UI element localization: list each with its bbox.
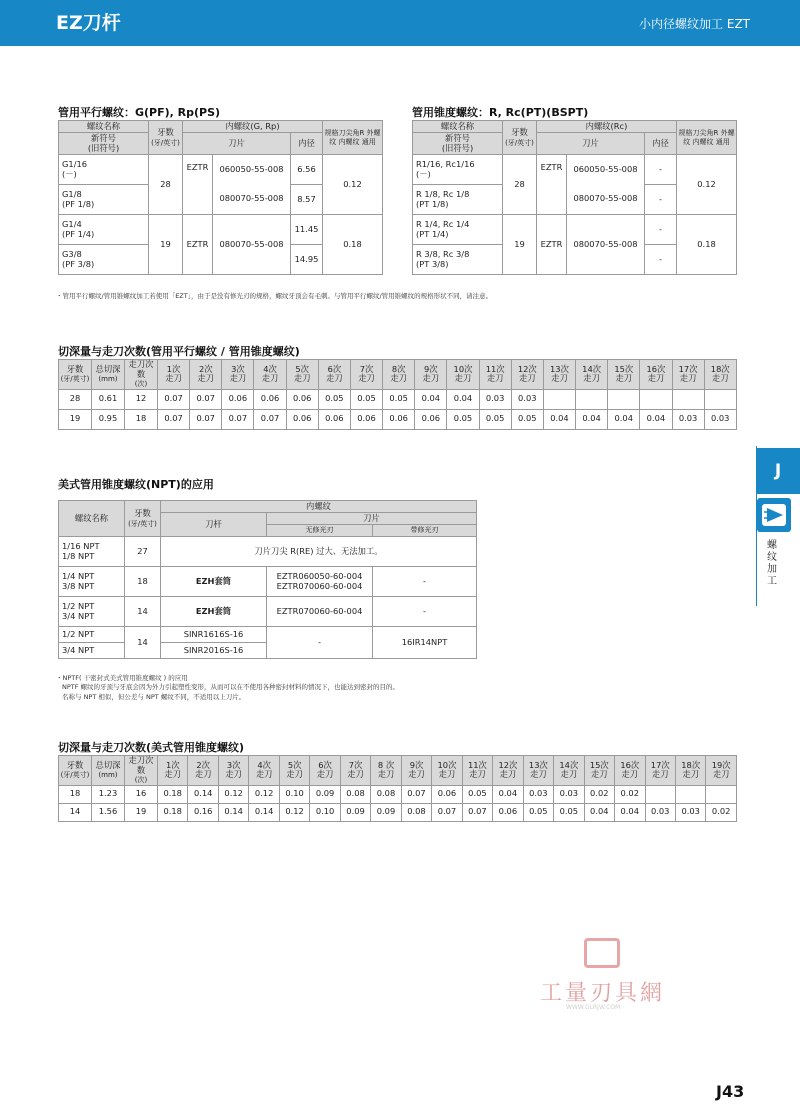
cut2-h-pass: 7次 走刀 [340,756,370,786]
cut1-cell-value [672,389,704,409]
cut2-cell-value: 0.16 [188,803,218,821]
cut1-h-pass: 14次 走刀 [576,360,608,390]
pt-insert-cell: 060050-55-008 [567,155,645,185]
pt-insert-prefix: EZTR [537,155,567,215]
side-category-label: 螺纹加工 [767,540,777,587]
cut2-h-pass: 3次 走刀 [218,756,248,786]
cut2-h-pass: 14次 走刀 [554,756,584,786]
cut2-cell-value: 0.09 [310,785,340,803]
pf-row-name: G1/4 (PF 1/4) [59,215,149,245]
cut1-h-pass: 1次 走刀 [158,360,190,390]
npt-tpi-cell: 18 [125,567,161,597]
pf-h-bore: 内径 [291,133,323,155]
cut1-h-pass: 8次 走刀 [383,360,415,390]
cut2-cell-value: 0.03 [554,785,584,803]
npt-row-name: 3/4 NPT [59,643,125,659]
cut2-h-tpi: 牙数 (牙/英寸) [59,756,92,786]
pf-row-name: G1/8 (PF 1/8) [59,185,149,215]
cut1-h-pass: 5次 走刀 [286,360,318,390]
pt-bore-cell: - [645,185,677,215]
cut1-h-pass: 12次 走刀 [511,360,543,390]
cut2-cell-value: 0.03 [645,803,675,821]
cut2-h-pass: 9次 走刀 [401,756,431,786]
pf-bore-cell: 14.95 [291,245,323,275]
npt-wiper-cell: - [373,597,477,627]
cut2-cell-value: 0.03 [523,785,553,803]
pf-insert-cell: 060050-55-008 [213,155,291,185]
npt-insert-cell: EZTR060050-60-004 EZTR070060-60-004 [267,567,373,597]
cut1-h-pass: 6次 走刀 [318,360,350,390]
cut1-cell-value: 0.04 [447,389,479,409]
cut1-h-pass: 16次 走刀 [640,360,672,390]
cut1-cell-value: 0.05 [479,409,511,429]
cut1-cell-depth: 0.61 [92,389,125,409]
cut1-cell-value [608,389,640,409]
cut2-cell-depth: 1.56 [92,803,125,821]
note-nptf-line: ・NPTF( 干密封式美式管用锥度螺纹 ) 的应用 [56,674,188,682]
cut2-cell-value: 0.18 [158,803,188,821]
pt-h-thread-name: 螺纹名称 [413,121,503,133]
npt-holder-cell: EZH套筒 [161,567,267,597]
page-subtitle: 小内径螺纹加工 EZT [639,17,750,31]
npt-wiper-cell: - [373,567,477,597]
cut1-cell-value: 0.03 [704,409,736,429]
cut1-cell-value [640,389,672,409]
npt-unavailable-cell: 刀片刀尖 R(RE) 过大、无法加工。 [161,537,477,567]
pf-insert-cell: 080070-55-008 [213,215,291,275]
npt-holder-cell: SINR2016S-16 [161,643,267,659]
cut1-h-depth: 总切深 (mm) [92,360,125,390]
cut2-h-pass: 5次 走刀 [279,756,309,786]
cut2-cell-value: 0.12 [279,803,309,821]
cut1-cell-value: 0.06 [286,389,318,409]
cut2-h-pass: 18次 走刀 [675,756,705,786]
npt-row-name: 1/4 NPT 3/8 NPT [59,567,125,597]
npt-row-name: 1/16 NPT 1/8 NPT [59,537,125,567]
cut2-cell-value: 0.05 [523,803,553,821]
cut1-h-pass: 4次 走刀 [254,360,286,390]
cut1-cell-value: 0.06 [286,409,318,429]
cut2-cell-value: 0.03 [675,803,705,821]
cut1-cell-value: 0.07 [190,409,222,429]
cut2-cell-value: 0.05 [554,803,584,821]
npt-row-name: 1/2 NPT 3/4 NPT [59,597,125,627]
cut2-h-pass: 11次 走刀 [462,756,492,786]
cut1-h-pass: 2次 走刀 [190,360,222,390]
pf-radius-cell: 0.12 [323,155,383,215]
pf-bore-cell: 11.45 [291,215,323,245]
cut2-cell-value [675,785,705,803]
pt-radius-cell: 0.12 [677,155,737,215]
pf-h-radius: 规格刀尖角R 外螺纹 内螺纹 通用 [323,121,383,155]
cut1-cell-value: 0.03 [479,389,511,409]
pt-tpi-cell: 19 [503,215,537,275]
table-row [59,389,737,409]
cut1-cell-value: 0.06 [383,409,415,429]
cut1-title: 切深量与走刀次数(管用平行螺纹 / 管用锥度螺纹) [58,345,300,358]
cut1-cell-value: 0.05 [350,389,382,409]
cut2-h-pass: 13次 走刀 [523,756,553,786]
npt-h-holder: 刀杆 [161,513,267,537]
cut2-h-pass: 19次 走刀 [706,756,736,786]
cut2-h-pass: 15次 走刀 [584,756,614,786]
pt-insert-prefix: EZTR [537,215,567,275]
cut2-cell-value: 0.09 [340,803,370,821]
cut2-cell-value: 0.06 [432,785,462,803]
pt-row-name: R 1/8, Rc 1/8 (PT 1/8) [413,185,503,215]
cut2-h-pass: 8 次 走刀 [371,756,401,786]
cut2-cell-count: 19 [125,803,158,821]
cut1-cell-value: 0.06 [222,389,254,409]
npt-tpi-cell: 14 [125,597,161,627]
cut2-cell-value: 0.08 [401,803,431,821]
pt-row-name: R 3/8, Rc 3/8 (PT 3/8) [413,245,503,275]
npt-holder-cell: EZH套筒 [161,597,267,627]
npt-tpi-cell: 14 [125,627,161,659]
cut2-cell-tpi: 14 [59,803,92,821]
cut1-cell-value: 0.07 [158,409,190,429]
cut1-cell-value [543,389,575,409]
pf-row-name: G3/8 (PF 3/8) [59,245,149,275]
cut1-cell-value: 0.06 [254,389,286,409]
watermark-logo-icon [584,938,620,968]
cut1-h-pass: 18次 走刀 [704,360,736,390]
cut1-h-pass: 10次 走刀 [447,360,479,390]
cut2-h-pass: 12次 走刀 [493,756,523,786]
pt-h-internal: 内螺纹(Rc) [537,121,677,133]
pf-insert-cell: 080070-55-008 [213,185,291,215]
pf-section-title: 管用平行螺纹：G(PF), Rp(PS) [58,106,221,119]
cut1-h-pass: 11次 走刀 [479,360,511,390]
cut1-cell-value [576,389,608,409]
cut1-cell-value: 0.06 [415,409,447,429]
cut2-cell-value: 0.04 [615,803,645,821]
cut2-cell-value: 0.09 [371,803,401,821]
cut1-h-tpi: 牙数 (牙/英寸) [59,360,92,390]
pt-h-new-old: 新符号 (旧符号) [413,133,503,155]
cut2-cell-value: 0.10 [310,803,340,821]
cut1-cell-value [704,389,736,409]
cut1-cell-value: 0.04 [608,409,640,429]
watermark-url: WWW.GLRJW.COM [566,1004,621,1011]
cut1-cell-count: 12 [125,389,158,409]
cut2-cell-value [706,785,736,803]
cut1-cell-value: 0.05 [318,389,350,409]
cut1-cell-value: 0.04 [640,409,672,429]
pf-h-internal: 内螺纹(G, Rp) [183,121,323,133]
cut1-cell-value: 0.07 [222,409,254,429]
note-nptf [56,674,746,702]
thread-tool-icon [757,498,791,532]
npt-title: 美式管用锥度螺纹(NPT)的应用 [58,478,214,491]
pt-bore-cell: - [645,245,677,275]
cut2-cell-value: 0.10 [279,785,309,803]
pf-h-thread-name: 螺纹名称 [59,121,149,133]
npt-h-internal: 内螺纹 [161,501,477,513]
cut1-cell-tpi: 19 [59,409,92,429]
pt-tpi-cell: 28 [503,155,537,215]
note-pipe-thread: ・管用平行螺纹/管用锥螺纹加工若使用「EZT」，由于是没有修光刃的规格，螺纹牙顶会有毛刺。与管用平行螺纹/管用锥螺纹的规格形状不同，请注意。 [56,292,493,300]
cut1-cell-value: 0.07 [190,389,222,409]
cut2-h-pass: 4次 走刀 [249,756,279,786]
page-title: EZ刀杆 [56,12,121,34]
pf-tpi-cell: 28 [149,155,183,215]
cut2-cell-value: 0.05 [462,785,492,803]
cut2-cell-value: 0.02 [615,785,645,803]
pt-section-title: 管用锥度螺纹：R, Rc(PT)(BSPT) [412,106,589,119]
cut2-table [58,755,737,822]
cut1-cell-value: 0.05 [383,389,415,409]
cut2-h-pass: 17次 走刀 [645,756,675,786]
cut2-h-passes: 走刀次数 (次) [125,756,158,786]
pf-radius-cell: 0.18 [323,215,383,275]
table-row [59,785,737,803]
cut2-cell-value: 0.07 [401,785,431,803]
npt-wiper-cell: 16IR14NPT [373,627,477,659]
cut2-cell-value: 0.14 [188,785,218,803]
cut2-cell-value: 0.06 [493,803,523,821]
note-nptf-line: NPTF 螺纹的牙顶与牙底会因为外力引起塑性变形，从而可以在不使用各种密封材料的情况下，也能达到密封的目的。 [62,683,400,692]
pt-bore-cell: - [645,215,677,245]
cut2-cell-value: 0.14 [218,803,248,821]
cut1-h-pass: 7次 走刀 [350,360,382,390]
cut1-cell-value: 0.04 [543,409,575,429]
pf-bore-cell: 8.57 [291,185,323,215]
cut1-cell-value: 0.03 [672,409,704,429]
cut2-cell-value: 0.08 [371,785,401,803]
cut2-cell-depth: 1.23 [92,785,125,803]
cut1-cell-depth: 0.95 [92,409,125,429]
npt-h-wiper: 带修光刃 [373,525,477,537]
npt-table [58,500,477,659]
cut1-h-pass: 17次 走刀 [672,360,704,390]
cut2-cell-value: 0.07 [432,803,462,821]
pf-table [58,120,383,275]
cut2-title: 切深量与走刀次数(美式管用锥度螺纹) [58,741,245,754]
npt-holder-cell: SINR1616S-16 [161,627,267,643]
cut2-cell-count: 16 [125,785,158,803]
pt-h-radius: 规格刀尖角R 外螺纹 内螺纹 通用 [677,121,737,155]
cut1-h-pass: 13次 走刀 [543,360,575,390]
cut2-cell-value: 0.02 [706,803,736,821]
cut2-h-depth: 总切深 (mm) [92,756,125,786]
page-header [0,0,800,46]
cut1-h-pass: 15次 走刀 [608,360,640,390]
cut1-cell-value: 0.03 [511,389,543,409]
cut2-h-pass: 6次 走刀 [310,756,340,786]
watermark-text: 工量刃具網 [540,981,666,1006]
cut2-cell-value: 0.12 [218,785,248,803]
cut2-h-pass: 10次 走刀 [432,756,462,786]
npt-row-name: 1/2 NPT [59,627,125,643]
pf-insert-prefix: EZTR [183,155,213,215]
cut2-cell-value [645,785,675,803]
cut1-cell-value: 0.06 [318,409,350,429]
cut2-cell-value: 0.08 [340,785,370,803]
cut1-h-pass: 9次 走刀 [415,360,447,390]
cut2-h-pass: 2次 走刀 [188,756,218,786]
cut1-h-passes: 走刀次数 (次) [125,360,158,390]
npt-insert-cell: - [267,627,373,659]
npt-tpi-cell: 27 [125,537,161,567]
watermark [536,938,676,1018]
cut1-cell-value: 0.04 [415,389,447,409]
cut2-cell-value: 0.07 [462,803,492,821]
pf-h-new-old: 新符号 (旧符号) [59,133,149,155]
pf-insert-prefix: EZTR [183,215,213,275]
cut2-cell-value: 0.12 [249,785,279,803]
cut2-cell-value: 0.14 [249,803,279,821]
npt-h-insert: 刀片 [267,513,477,525]
pt-radius-cell: 0.18 [677,215,737,275]
cut1-cell-value: 0.05 [511,409,543,429]
cut1-h-pass: 3次 走刀 [222,360,254,390]
pt-h-insert: 刀片 [537,133,645,155]
table-row [59,803,737,821]
cut2-cell-value: 0.04 [584,803,614,821]
cut1-cell-count: 18 [125,409,158,429]
cut2-h-pass: 16次 走刀 [615,756,645,786]
pt-table [412,120,737,275]
npt-insert-cell: EZTR070060-60-004 [267,597,373,627]
pt-bore-cell: - [645,155,677,185]
cut2-cell-tpi: 18 [59,785,92,803]
cut1-table [58,359,737,430]
pt-h-tpi: 牙数 (牙/英寸) [503,121,537,155]
cut2-cell-value: 0.04 [493,785,523,803]
cut2-h-pass: 1次 走刀 [158,756,188,786]
cut2-cell-value: 0.18 [158,785,188,803]
npt-h-no-wiper: 无修光刃 [267,525,373,537]
cut2-cell-value: 0.02 [584,785,614,803]
pf-h-tpi: 牙数 (牙/英寸) [149,121,183,155]
section-tab-j[interactable]: J [756,448,800,494]
cut1-cell-tpi: 28 [59,389,92,409]
cut1-cell-value: 0.07 [254,409,286,429]
npt-h-tpi: 牙数 (牙/英寸) [125,501,161,537]
pt-row-name: R 1/4, Rc 1/4 (PT 1/4) [413,215,503,245]
pt-h-bore: 内径 [645,133,677,155]
pt-insert-cell: 080070-55-008 [567,215,645,275]
pt-insert-cell: 080070-55-008 [567,185,645,215]
table-row [59,409,737,429]
cut1-cell-value: 0.04 [576,409,608,429]
pf-tpi-cell: 19 [149,215,183,275]
pf-row-name: G1/16 (－) [59,155,149,185]
pf-bore-cell: 6.56 [291,155,323,185]
page-number: J43 [716,1082,745,1101]
note-nptf-line: 名称与 NPT 相似，但公差与 NPT 螺纹不同，不适用以上刀片。 [62,692,246,701]
pf-h-insert: 刀片 [183,133,291,155]
cut1-cell-value: 0.06 [350,409,382,429]
npt-h-name: 螺纹名称 [59,501,125,537]
cut1-cell-value: 0.07 [158,389,190,409]
cut1-cell-value: 0.05 [447,409,479,429]
pt-row-name: R1/16, Rc1/16 (－) [413,155,503,185]
